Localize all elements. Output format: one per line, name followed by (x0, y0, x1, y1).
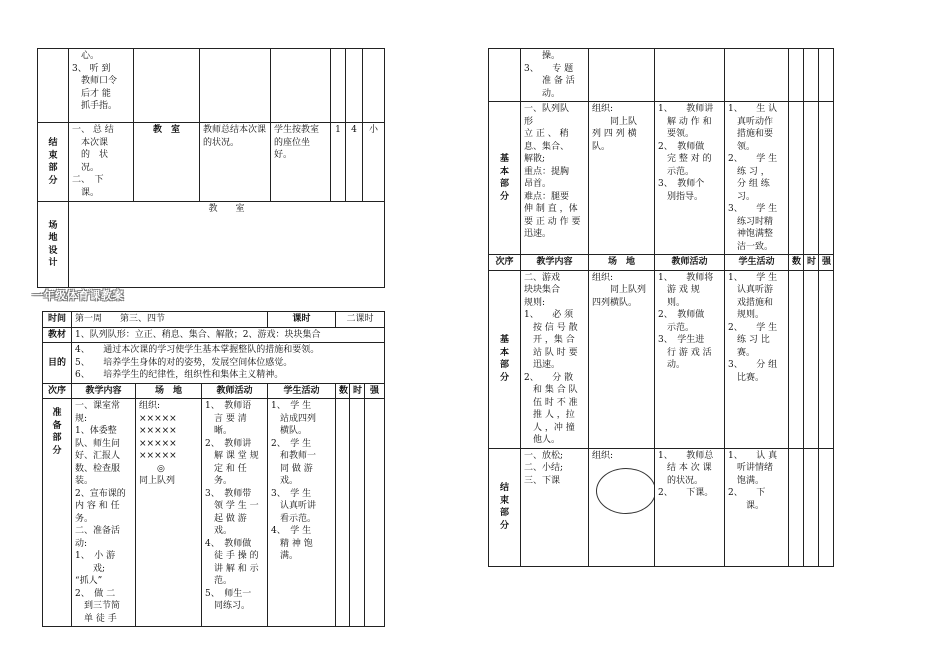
right-lesson-table (488, 48, 834, 567)
doc-title: 一年级体育课教案 (32, 289, 124, 302)
header-field: 场 地 (589, 255, 655, 271)
prep-label-empty (38, 49, 69, 123)
end-student-activity: 学生按教室的座位坐好。 (271, 123, 331, 202)
time-value: 第一周 第三、四节 (72, 312, 268, 328)
end-time: 4 (346, 123, 363, 202)
end-section-label: 结 束 部 分 (38, 123, 69, 202)
prep-section-label: 准 备 部 分 (43, 399, 72, 627)
basic-section-label-2: 基 本 部 分 (489, 270, 521, 448)
goal-list: 4、 通过本次课的学习使学生基本掌握整队的措施和要领。 5、 培养学生身体的对的姿势，发展空间体位感觉。 6、 培养学生的纪律性，组织性和集体主义精神。 (72, 343, 385, 384)
header-strength: 强 (365, 383, 385, 399)
header-field: 场 地 (136, 383, 202, 399)
basic-teacher-activity-2: 1、 教师将 游 戏 规 则。 2、 教师做 示范。 3、 学生进 行 游 戏 活 动。 (655, 270, 725, 448)
header-count: 数 (336, 383, 350, 399)
header-count: 数 (789, 255, 804, 271)
end-strength: 小 (363, 123, 385, 202)
basic-section-label-1: 基 本 部 分 (489, 102, 521, 255)
end-field: 教 室 (134, 123, 200, 202)
header-order: 次序 (43, 383, 72, 399)
header-student: 学生活动 (725, 255, 789, 271)
hours-label: 课时 (268, 312, 336, 328)
goal-label: 目的 (43, 343, 72, 384)
lesson-plan-table (42, 311, 385, 627)
header-order: 次序 (489, 255, 521, 271)
header-teacher: 教师活动 (202, 383, 268, 399)
basic-content-2: 二、游戏 块块集合 规则: 1、 必 须 按 信 号 散 开 ，集 合 站 队 时 要 迅速。 2、 分 散 和 集 合 队 伍 时 不 准 推 人 ，拉 人 ，冲 撞 他人。 (521, 270, 589, 448)
end-teacher-activity: 1、 教师总 结 本 次 课 的状况。 2、 下课。 (655, 448, 725, 566)
header-content: 教学内容 (521, 255, 589, 271)
end-content: 一、 总 结 本次课 的 状 况。 二、 下 课。 (69, 123, 134, 202)
basic-field-2: 组织: 同上队列 四列横队。 (589, 270, 655, 448)
prep-teacher-activity: 1、 教师语 言 要 清 晰。 2、 教师讲 解 课 堂 规 定 和 任 务。 3、 教师带 领 学 生 一 起 做 游 戏。 4、 教师做 徒 手 操 的 讲 解 和 示 范。 5、 师生一 同练习。 (202, 399, 268, 627)
header-time: 时 (350, 383, 365, 399)
end-field (589, 448, 655, 566)
end-content: 一、放松; 二、小结; 三、下课 (521, 448, 589, 566)
venue-content: 教 室 (69, 202, 385, 288)
end-student-activity: 1、 认 真 听讲情绪 饱满。 2、 下 课。 (725, 448, 789, 566)
prep-content-continued: 操。 3、 专 题 准 备 活 动。 (521, 49, 589, 102)
time-label: 时间 (43, 312, 72, 328)
header-strength: 强 (819, 255, 834, 271)
basic-teacher-activity-1: 1、 教师讲 解 动 作 和 要领。 2、 教师做 完 整 对 的 示范。 3、 教师个 别指导。 (655, 102, 725, 255)
prep-content: 一、课室常 规: 1、体委整 队、师生问 好、汇报人 数、检查服 装。 2、宣布课的 内 容 和 任 务。 二、准备活 动: 1、 小 游 戏; “抓人” 2、 做 二 到三节简 单 徒 手 (72, 399, 136, 627)
header-content: 教学内容 (72, 383, 136, 399)
basic-content-1: 一、队列队 形 立 正 、 稍 息、集合、 解散; 重点：提胸 昂首。 难点：腿要 伸 制 直 ，体 要 正 动 作 要 迅速。 (521, 102, 589, 255)
header-teacher: 教师活动 (655, 255, 725, 271)
prep-content-tail: 心。 3、 听 到 教师口令 后才 能 抓手指。 (69, 49, 134, 123)
formation-circle (596, 468, 655, 514)
end-section-label: 结 束 部 分 (489, 448, 521, 566)
material-value: 1、队列队形：立正、稍息、集合、解散；2、游戏：块块集合 (72, 327, 385, 343)
basic-field-1: 组织: 同上队 列 四 列 横 队。 (589, 102, 655, 255)
end-teacher-activity: 教师总结本次课的状况。 (200, 123, 271, 202)
prep-field: 组织: ××××× ××××× ××××× ××××× ◎ 同上队列 (136, 399, 202, 627)
material-label: 教材 (43, 327, 72, 343)
prep-student-activity: 1、 学 生 站成四列 横队。 2、 学 生 和教师一 同 做 游 戏。 3、 学 生 认真听讲 看示范。 4、 学 生 精 神 饱 满。 (268, 399, 336, 627)
venue-label: 场 地 设 计 (38, 202, 69, 288)
end-field-label: 组织: (592, 450, 614, 461)
basic-student-activity-1: 1、 生 认 真听动作 措施和要 领。 2、 学 生 练 习 ， 分 组 练 习。 3、 学 生 练习时精 神饱满整 洁一致。 (725, 102, 789, 255)
end-count: 1 (331, 123, 346, 202)
left-top-table (37, 48, 385, 288)
header-student: 学生活动 (268, 383, 336, 399)
hours-value: 二课时 (336, 312, 385, 328)
header-time: 时 (804, 255, 819, 271)
basic-student-activity-2: 1、 学 生 认真听游 戏措施和 规则。 2、 学 生 练 习 比 赛。 3、 分 组 比赛。 (725, 270, 789, 448)
